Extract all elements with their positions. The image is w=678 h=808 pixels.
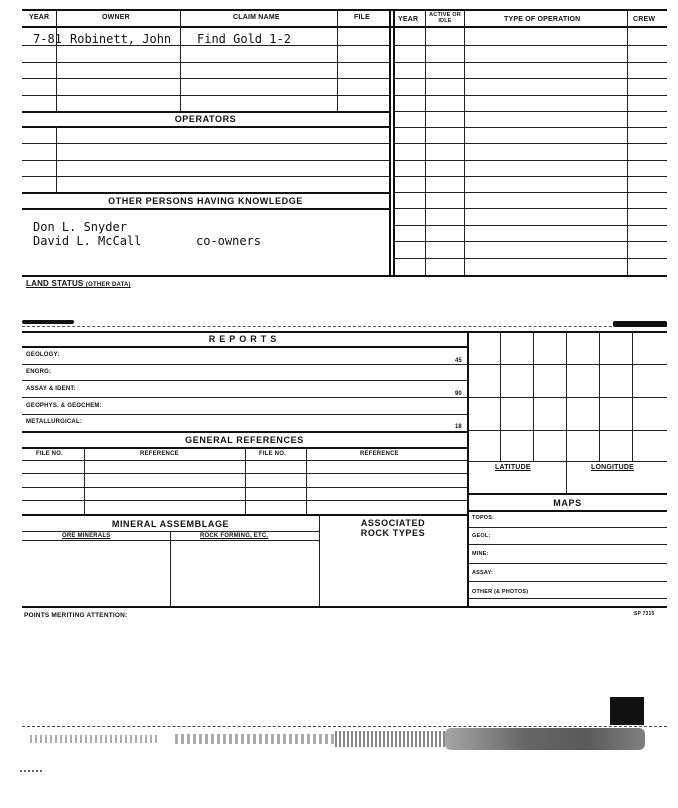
ref-file-no2-header: FILE NO.: [259, 451, 286, 457]
reports-title: REPORTS: [208, 334, 281, 344]
form-number: SP 7315: [634, 611, 655, 617]
ink-smudge-right: [613, 321, 667, 327]
maps-mine: MINE:: [472, 551, 489, 557]
rock-forming-header: ROCK FORMING, ETC.: [200, 533, 269, 539]
claim-name-header: CLAIM NAME: [233, 14, 280, 21]
report-assay: ASSAY & IDENT:: [26, 386, 76, 392]
land-status-sub: (OTHER DATA): [85, 282, 131, 288]
report-geophys: GEOPHYS. & GEOCHEM:: [26, 403, 102, 409]
report-assay-num: 90: [455, 391, 462, 397]
longitude-label: LONGITUDE: [591, 464, 635, 471]
owner-header: OWNER: [102, 14, 130, 21]
other-persons-title: OTHER PERSONS HAVING KNOWLEDGE: [108, 196, 303, 206]
co-owners-note: co-owners: [196, 234, 262, 248]
person-1: Don L. Snyder: [33, 220, 127, 234]
general-references-title: GENERAL REFERENCES: [185, 435, 304, 445]
ref-reference-header: REFERENCE: [140, 451, 179, 457]
active-idle-header: ACTIVE OR IDLE: [429, 12, 461, 24]
ore-minerals-header: ORE MINERALS: [62, 533, 111, 539]
report-geology-num: 45: [455, 358, 462, 364]
associated-rock-types: ASSOCIATED ROCK TYPES: [360, 518, 426, 538]
ref-file-no-header: FILE NO.: [36, 451, 63, 457]
report-geology: GEOLOGY:: [26, 352, 60, 358]
ink-blot: [610, 697, 644, 725]
maps-geol: GEOL:: [472, 533, 491, 539]
land-status-label: [26, 279, 131, 288]
report-metallurgical-num: 18: [455, 424, 462, 430]
claim-name: Find Gold 1-2: [197, 32, 291, 46]
ref-reference2-header: REFERENCE: [360, 451, 399, 457]
mineral-title: MINERAL ASSEMBLAGE: [111, 519, 230, 529]
maps-title: MAPS: [553, 498, 582, 508]
points-meriting-attention: POINTS MERITING ATTENTION:: [24, 612, 128, 619]
maps-assay: ASSAY:: [472, 570, 494, 576]
report-metallurgical: METALLURGICAL:: [26, 419, 83, 425]
crew-header: CREW: [633, 16, 656, 23]
type-of-operation-header: TYPE OF OPERATION: [504, 16, 581, 23]
person-2: David L. McCall: [33, 234, 142, 248]
land-status-text: LAND STATUS: [26, 279, 84, 288]
claim-owner: Robinett, John: [70, 32, 172, 46]
maps-other: OTHER (& PHOTOS): [472, 589, 529, 595]
ink-smudge-left: [22, 320, 74, 324]
claim-year: 7-81: [33, 32, 62, 46]
maps-topos: TOPOS:: [472, 515, 495, 521]
year2-header: YEAR: [398, 16, 419, 23]
report-engrg: ENGRG:: [26, 369, 52, 375]
year-header: YEAR: [29, 14, 50, 21]
operators-title: OPERATORS: [174, 114, 237, 124]
file-header: FILE: [354, 14, 370, 21]
latitude-label: LATITUDE: [495, 464, 531, 471]
